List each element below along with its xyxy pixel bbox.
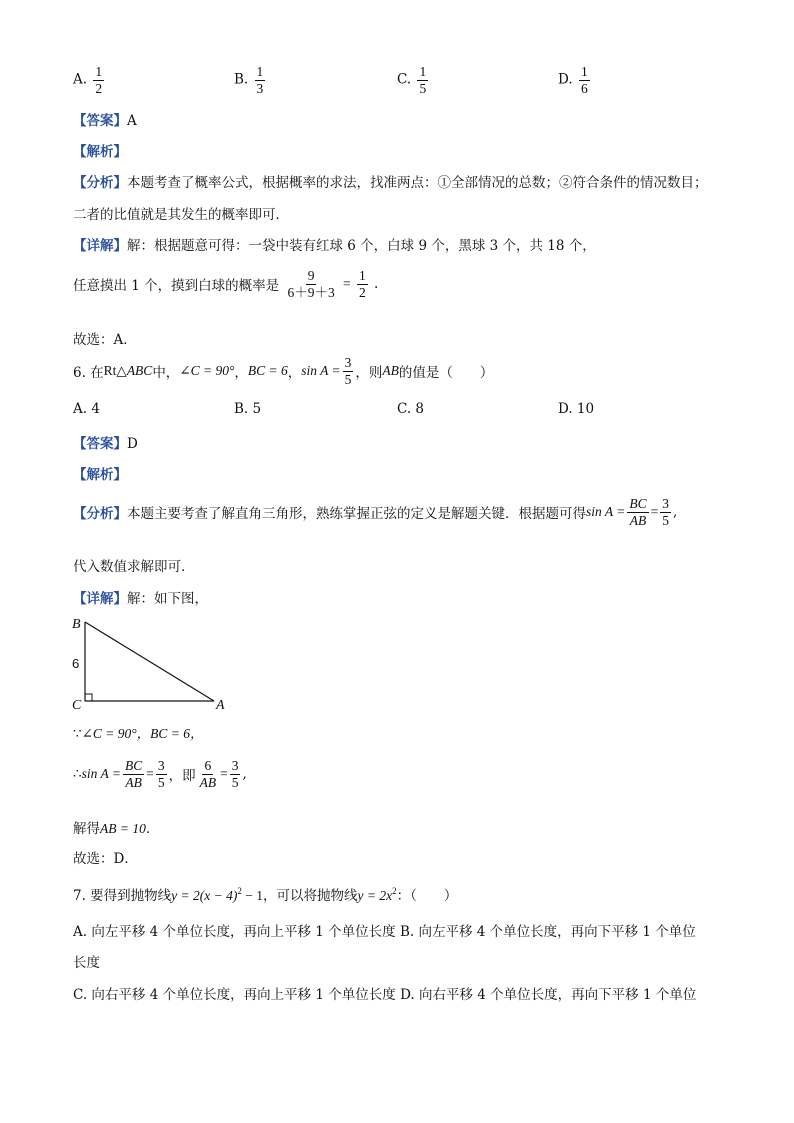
option-letter: D. — [558, 71, 573, 88]
q5-option-d — [558, 64, 592, 96]
option-letter: A. — [73, 71, 88, 88]
q6-option-b: B. 5 — [234, 401, 262, 417]
q7-option-line1: A. 向左平移 4 个单位长度，再向上平移 1 个单位长度 B. 向左平移 4 个单位长度，再向下平移 1 个单位 — [73, 924, 696, 940]
q6-stem: 6. 在Rt△ABC中，∠C = 90°，BC = 6，sin A = $\frac{3}{5}$ ，则AB的值是（ ） — [73, 355, 494, 387]
q5-option-b — [234, 64, 267, 96]
side-ab — [85, 622, 214, 701]
vertex-label-b: B — [72, 617, 81, 632]
side-length-label: 6 — [72, 656, 80, 671]
six-over-ab-fraction: $\frac{6}{AB}$ — [199, 758, 217, 790]
q5-jiexi-tag: 【解析】 — [73, 144, 127, 160]
answer-tag: 【答案】 — [73, 436, 127, 452]
vertex-label-a: A — [216, 698, 225, 713]
option-fraction: $\frac{1}{3}$ — [256, 64, 264, 96]
right-angle-marker — [85, 694, 92, 701]
probability-result-fraction: $\frac{1}{2}$ — [358, 268, 366, 300]
q6-option-d: D. 10 — [558, 401, 595, 417]
q6-therefore: ∴sin A = $\frac{BC}{AB}$ = $\frac{3}{5}$ ，即 $\frac{6}{AB}$ = $\frac{3}{5}$ , — [73, 758, 247, 790]
q6-conclusion: 故选：D． — [73, 851, 138, 867]
answer-value: A — [127, 113, 137, 129]
three-fifths-fraction: $\frac{3}{5}$ — [157, 758, 165, 790]
q5-analysis-line1 — [73, 171, 708, 191]
sin-fraction: $\frac{3}{5}$ — [344, 355, 352, 387]
q5-option-a — [73, 64, 106, 96]
q7-option-line1-wrap: 长度 — [73, 955, 100, 971]
q5-detail-line1 — [73, 234, 596, 254]
right-triangle-figure — [68, 612, 238, 716]
three-fifths-fraction: $\frac{3}{5}$ — [662, 496, 670, 528]
q7-option-line2: C. 向右平移 4 个单位长度，再向上平移 1 个单位长度 D. 向右平移 4 个单位长度，再向下平移 1 个单位 — [73, 987, 697, 1003]
q6-option-c: C. 8 — [397, 401, 425, 417]
q6-solve: 解得AB = 10． — [73, 821, 160, 837]
option-letter: B. — [234, 71, 249, 88]
analysis-tag: 【分析】 — [73, 506, 127, 523]
option-fraction: $\frac{1}{5}$ — [419, 64, 427, 96]
q5-analysis-line2: 二者的比值就是其发生的概率即可． — [73, 207, 289, 223]
three-fifths-fraction: $\frac{3}{5}$ — [231, 758, 239, 790]
q6-jiexi-tag: 【解析】 — [73, 467, 127, 483]
q6-because: ∵∠C = 90°，BC = 6， — [73, 726, 204, 742]
q6-detail-line: 【详解】解：如下图， — [73, 591, 208, 607]
q7-stem: 7. 要得到抛物线$y = 2(x - 4)^2 - 1$，可以将抛物线$y = 2x^2$：（ ） — [73, 886, 458, 904]
vertex-label-c: C — [72, 698, 82, 713]
detail-tag: 【详解】 — [73, 238, 127, 254]
q6-option-a: A. 4 — [73, 401, 100, 417]
detail-text: 解：根据题意可得：一袋中装有红球 6 个，白球 9 个，黑球 3 个，共 18 个， — [127, 238, 596, 254]
option-letter: C. — [397, 71, 412, 88]
q5-detail-line2: 任意摸出 1 个，摸到白球的概率是 $\frac{9}{6+9+3}$ = $\frac{1}{2}$ . — [73, 268, 379, 300]
q5-option-c — [397, 64, 430, 96]
analysis-text: 本题考查了概率公式，根据概率的求法，找准两点：①全部情况的总数；②符合条件的情况数目； — [127, 175, 708, 191]
analysis-tag: 【分析】 — [73, 175, 127, 191]
option-fraction: $\frac{1}{2}$ — [95, 64, 103, 96]
option-fraction: $\frac{1}{6}$ — [580, 64, 588, 96]
probability-fraction: $\frac{9}{6+9+3}$ — [287, 268, 335, 300]
q5-answer — [73, 109, 137, 129]
q6-analysis-line1: 【分析】本题主要考查了解直角三角形，熟练掌握正弦的定义是解题关键．根据题可得sin A = $\frac{BC}{AB}$ = $\frac{3}{5}$ , — [73, 496, 678, 528]
bc-ab-fraction: $\frac{BC}{AB}$ — [629, 496, 647, 528]
q6-analysis-line2: 代入数值求解即可． — [73, 559, 195, 575]
answer-value: D — [127, 436, 138, 452]
q6-answer — [73, 432, 138, 452]
bc-ab-fraction: $\frac{BC}{AB}$ — [124, 758, 143, 790]
q5-conclusion: 故选：A． — [73, 332, 137, 348]
detail-tag: 【详解】 — [73, 591, 127, 607]
answer-tag: 【答案】 — [73, 113, 127, 129]
